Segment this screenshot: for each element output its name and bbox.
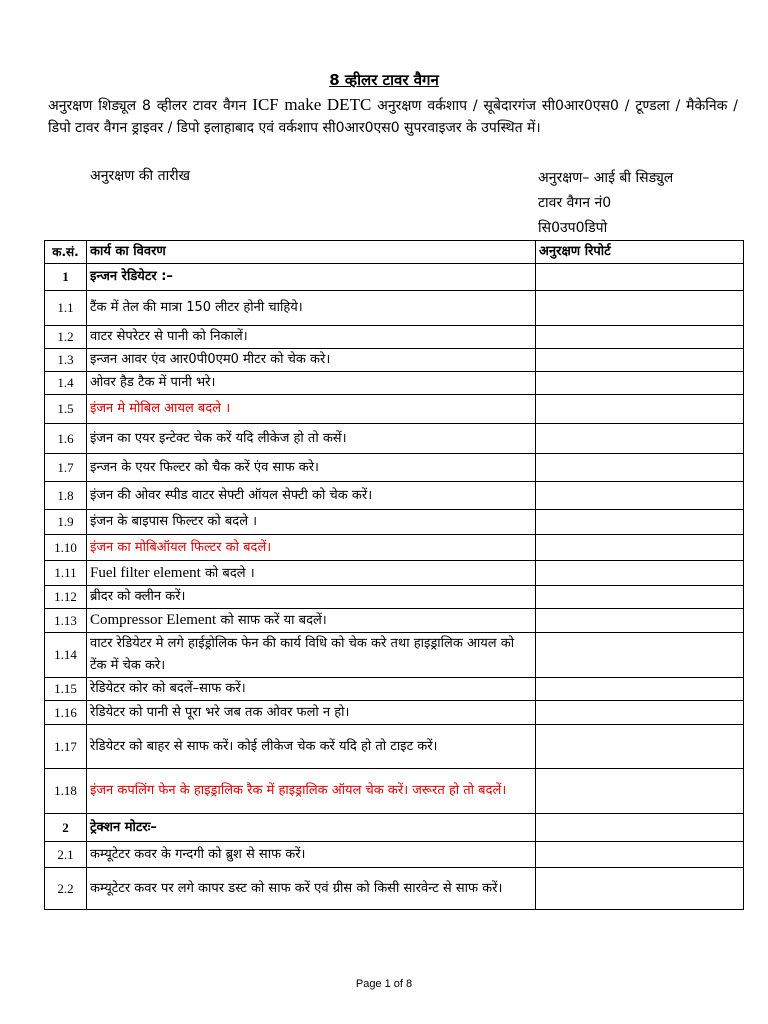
table-row	[45, 586, 744, 609]
row-serial: 1.6	[45, 424, 87, 454]
page-title: 8 व्हीलर टावर वैगन	[329, 71, 439, 89]
table-row	[45, 510, 744, 535]
row-report-cell[interactable]	[536, 769, 744, 814]
row-text: इंजन का एयर इन्टेक्ट चेक करें यदि लीकेज हो तो कसें।	[90, 430, 347, 446]
row-report-cell[interactable]	[536, 561, 744, 586]
row-description	[87, 561, 536, 586]
row-serial: 1	[45, 264, 87, 291]
table-row	[45, 326, 744, 349]
row-report-cell[interactable]	[536, 482, 744, 510]
row-description	[87, 395, 536, 424]
row-text: वाटर रेडियेटर मे लगे हाईड्रोलिक फेन की कार्य विधि को चेक करे तथा हाइड्रालिक आयल को टेंक में चेक करे।	[90, 636, 515, 673]
row-text: ब्रीदर को क्लीन करें।	[90, 589, 186, 604]
row-serial: 2.2	[45, 868, 87, 910]
table-row	[45, 535, 744, 561]
row-text: को बदले ।	[204, 565, 255, 581]
row-description	[87, 349, 536, 372]
table-row	[45, 678, 744, 701]
row-report-cell[interactable]	[536, 326, 744, 349]
row-description	[87, 769, 536, 814]
row-report-cell[interactable]	[536, 868, 744, 910]
intro-paragraph	[48, 94, 738, 139]
header-description: कार्य का विवरण	[87, 241, 536, 264]
meta-right-block	[538, 166, 673, 241]
maintenance-table-body	[45, 241, 744, 910]
row-latin-term: Compressor Element	[90, 612, 217, 628]
table-row	[45, 769, 744, 814]
row-serial: 1.16	[45, 701, 87, 725]
table-row	[45, 633, 744, 678]
schedule-label: अनुरक्षण– आई बी सिड्युल	[538, 170, 674, 186]
table-section-row	[45, 814, 744, 842]
row-report-cell[interactable]	[536, 678, 744, 701]
table-row	[45, 395, 744, 424]
row-report-cell[interactable]	[536, 264, 744, 291]
row-text: रेडियेटर को बाहर से साफ करें। कोई लीकेज चेक करें यदि हो तो टाइट करें।	[90, 738, 438, 754]
row-text: इंजन का मोबिऑयल फिल्टर को बदलें।	[90, 539, 272, 555]
table-row	[45, 609, 744, 633]
row-serial: 1.15	[45, 678, 87, 701]
row-serial: 1.18	[45, 769, 87, 814]
row-report-cell[interactable]	[536, 633, 744, 678]
row-description	[87, 842, 536, 868]
row-text: वाटर सेपरेटर से पानी को निकालें।	[90, 329, 248, 344]
header-serial: क.सं.	[45, 241, 87, 264]
row-serial: 1.1	[45, 291, 87, 326]
header-report: अनुरक्षण रिपोर्ट	[536, 241, 744, 264]
row-report-cell[interactable]	[536, 510, 744, 535]
row-text: कम्यूटेटर कवर पर लगे कापर डस्ट को साफ करें एवं ग्रीस को किसी सारवेन्ट से साफ करें।	[90, 880, 503, 896]
row-description	[87, 291, 536, 326]
row-serial: 1.14	[45, 633, 87, 678]
row-description	[87, 701, 536, 725]
row-text: इन्जन रेडियेटर :–	[90, 269, 173, 284]
row-description	[87, 372, 536, 395]
row-description	[87, 482, 536, 510]
row-text: रेडियेटर को पानी से पूरा भरे जब तक ओवर फलो न हो।	[90, 704, 350, 720]
table-row	[45, 482, 744, 510]
page-footer: Page 1 of 8	[355, 978, 413, 990]
row-text: इंजन के बाइपास फिल्टर को बदले ।	[90, 514, 258, 529]
intro-text-1: अनुरक्षण शिड्यूल 8 व्हीलर टावर वैगन	[48, 98, 247, 114]
row-description	[87, 424, 536, 454]
row-text: इंजन मे मोबिल आयल बदले ।	[90, 401, 231, 416]
row-description	[87, 725, 536, 769]
row-serial: 1.5	[45, 395, 87, 424]
row-report-cell[interactable]	[536, 349, 744, 372]
row-text: ट्रेक्शन मोटरः–	[90, 819, 157, 835]
row-serial: 1.12	[45, 586, 87, 609]
row-serial: 2.1	[45, 842, 87, 868]
table-section-row	[45, 264, 744, 291]
row-description	[87, 678, 536, 701]
row-report-cell[interactable]	[536, 701, 744, 725]
row-report-cell[interactable]	[536, 535, 744, 561]
row-latin-term: Fuel filter element	[90, 564, 201, 581]
row-serial: 1.7	[45, 454, 87, 482]
row-description	[87, 609, 536, 633]
row-description	[87, 326, 536, 349]
row-text: को साफ करें या बदलें।	[220, 613, 327, 628]
row-serial: 1.10	[45, 535, 87, 561]
row-description	[87, 264, 536, 291]
row-description	[87, 633, 536, 678]
row-description	[87, 868, 536, 910]
intro-text-2: अनुरक्षण वर्कशाप / सूबेदारगंज सी0आर0एस0 / टूण्डला / मैकेनिक / डिपो टावर वैगन ड्राइवर / डिपो इलाहाबाद एवं वर्कशाप सी0आर0एस0 सुपरवाइजर के उपस्थित में।	[48, 98, 739, 136]
row-text: टैंक में तेल की मात्रा 150 लीटर होनी चाहिये।	[90, 300, 303, 315]
row-serial: 1.3	[45, 349, 87, 372]
table-row	[45, 454, 744, 482]
wagon-no-label: टावर वैगन नं0	[538, 195, 612, 211]
row-description	[87, 535, 536, 561]
row-serial: 1.17	[45, 725, 87, 769]
row-serial: 1.9	[45, 510, 87, 535]
row-report-cell[interactable]	[536, 454, 744, 482]
row-text: कम्यूटेटर कवर के गन्दगी को ब्रुश से साफ करें।	[90, 846, 306, 862]
row-report-cell[interactable]	[536, 291, 744, 326]
row-report-cell[interactable]	[536, 725, 744, 769]
table-row	[45, 424, 744, 454]
maintenance-date-label: अनुरक्षण की तारीख	[90, 168, 191, 184]
row-text: इन्जन आवर एंव आर0पी0एम0 मीटर को चेक करे।	[90, 352, 331, 367]
row-text: रेडियेटर कोर को बदलें–साफ करें।	[90, 681, 246, 696]
table-row	[45, 561, 744, 586]
table-row	[45, 291, 744, 326]
row-text: इंजन की ओवर स्पीड वाटर सेफ्टी ऑयल सेफ्टी को चेक करें।	[90, 487, 373, 503]
row-report-cell[interactable]	[536, 424, 744, 454]
row-report-cell[interactable]	[536, 395, 744, 424]
row-description	[87, 814, 536, 842]
table-header-row	[45, 241, 744, 264]
table-row	[45, 701, 744, 725]
row-description	[87, 510, 536, 535]
row-report-cell[interactable]	[536, 814, 744, 842]
row-serial: 2	[45, 814, 87, 842]
table-row	[45, 349, 744, 372]
row-description	[87, 586, 536, 609]
row-text: ओवर हैड टैक में पानी भरे।	[90, 375, 216, 390]
table-row	[45, 725, 744, 769]
row-serial: 1.4	[45, 372, 87, 395]
table-row	[45, 372, 744, 395]
table-row	[45, 868, 744, 910]
row-text: इन्जन के एयर फिल्टर को चैक करें एंव साफ करे।	[90, 459, 319, 475]
row-report-cell[interactable]	[536, 842, 744, 868]
row-serial: 1.13	[45, 609, 87, 633]
row-report-cell[interactable]	[536, 586, 744, 609]
row-report-cell[interactable]	[536, 609, 744, 633]
row-description	[87, 454, 536, 482]
table-row	[45, 842, 744, 868]
maintenance-table	[44, 240, 744, 910]
intro-latin: ICF make DETC	[252, 95, 372, 114]
row-report-cell[interactable]	[536, 372, 744, 395]
row-text: इंजन कपलिंग फेन के हाइड्रालिक रैक में हाइड्रालिक ऑयल चेक करें। जरूरत हो तो बदलें।	[90, 783, 507, 798]
row-serial: 1.11	[45, 561, 87, 586]
row-serial: 1.8	[45, 482, 87, 510]
depot-label: सि0उप0डिपो	[538, 220, 608, 236]
row-serial: 1.2	[45, 326, 87, 349]
